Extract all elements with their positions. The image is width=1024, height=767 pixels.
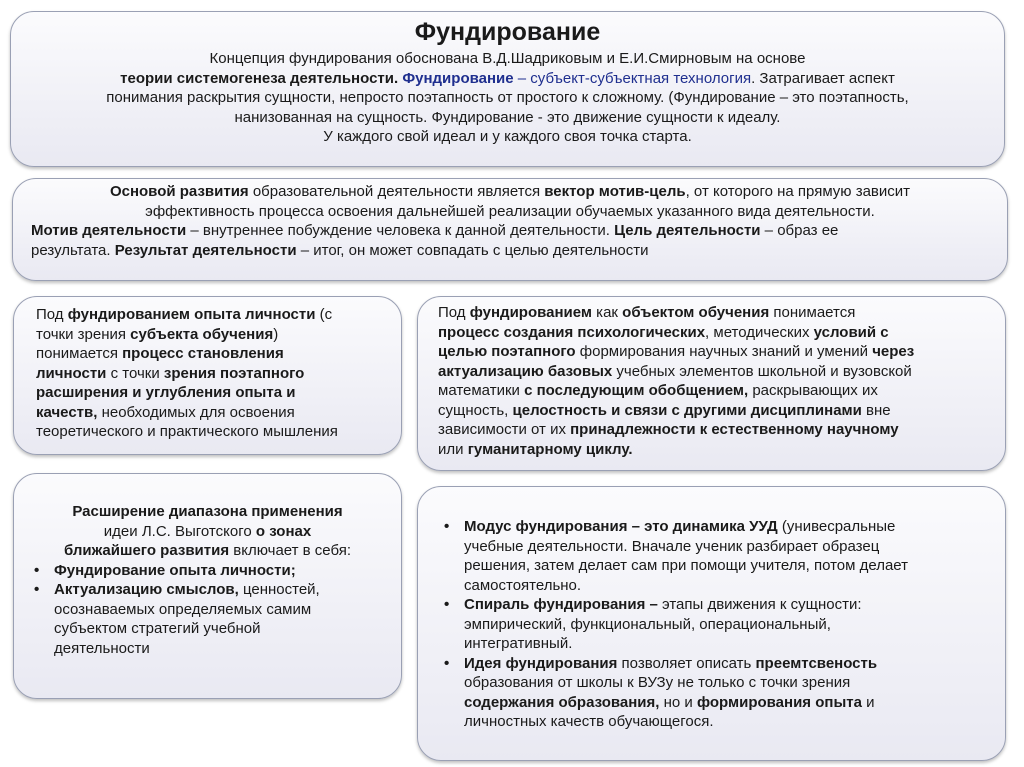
box2-text-5: результата. [31,241,115,259]
learning-object-text [438,303,989,459]
box4-text-11: зависимости от их [438,421,571,438]
box2-text-4: – образ ее [760,222,839,239]
box4-text-12: или [438,440,468,458]
box4-text-10: вне [861,401,891,419]
box6-item-3-bold-4: формирования опыта [696,693,862,711]
vygotsky-zone-box [13,473,402,699]
motive-goal-box [12,178,1008,281]
box4-text-3: понимается [769,304,856,321]
box5-item-1: Фундирование опыта личности; [54,561,296,579]
result-of-activity: Результат деятельности [114,241,297,259]
motive-goal-paragraph [31,182,989,221]
box6-item-3-bold-2: преемтсвеность [755,654,878,672]
list-item [436,654,987,732]
intro-line-3: понимания раскрытия сущности, непросто поэтапность от простого к сложному. (Фундирование – это поэтапность, [106,89,909,106]
box6-item-3-bold-1: Идея фундирования [464,654,618,672]
motive-goal-vector: вектор мотив-цель [544,183,686,200]
box6-item-3-bold-3: содержания образования, [464,693,660,711]
learning-object-box [417,296,1006,471]
vygotsky-heading [26,502,389,561]
box5-bold-1: Расширение диапазона применения [72,503,343,520]
box6-item-3-text-1: позволяет описать [617,654,756,672]
box3-bold-6: расширения и углубления опыта и [36,384,296,401]
intro-line-1: Концепция фундирования обоснована В.Д.Шадриковым и Е.И.Смирновым на основе [209,50,806,67]
box3-text-5: понимается [36,345,123,362]
box4-bold-10: принадлежности к естественному научному [570,421,899,438]
box4-bold-1: фундированием [469,304,593,321]
box4-text-4: , методических [705,323,814,341]
box3-text-1: Под [36,306,68,323]
box5-item-2-text-1: ценностей, [238,581,320,598]
intro-line-5: У каждого свой идеал и у каждого своя точка старта. [323,128,692,145]
intro-line-2-tail: . Затрагивает аспект [751,69,895,87]
subject-technology: – субъект-субъектная технология [517,69,752,87]
box6-item-3-text-2: образования от школы к ВУЗу не только с точки зрения [464,674,851,691]
box3-text-4: ) [273,325,279,343]
box2-text-2: , от которого на прямую зависит [685,183,911,200]
box4-text-7: математики [438,382,525,399]
box6-item-3-text-4: и [861,693,875,711]
box3-bold-7: качеств, [36,403,98,421]
box2-text-1: образовательной деятельности является [248,183,545,200]
vygotsky-list [26,561,389,659]
box4-text-5: формирования научных знаний и умений [575,343,873,360]
intro-box [10,11,1005,167]
box4-text-2: как [592,304,623,321]
box5-item-2-text-2: осознаваемых определяемых самим [54,600,312,618]
box5-item-2-text-3: субъектом стратегий учебной [54,620,261,637]
list-item [26,580,389,658]
box3-bold-4: личности [36,364,107,382]
list-item [26,561,389,581]
box4-bold-11: гуманитарному циклу. [467,440,633,458]
box6-item-2-text-3: интегративный. [464,635,573,652]
box4-text-9: сущность, [438,401,513,419]
box6-item-1-text-3: решения, затем делает сам при помощи учителя, потом делает [464,557,909,574]
box3-bold-3: процесс становления [122,345,284,362]
funding-modes-list [436,517,987,732]
box4-text-8: раскрывающих их [748,382,878,399]
motive-definition [31,221,989,260]
list-item [436,595,987,654]
box5-bold-2: о зонах [255,522,312,540]
systemogenesis-theory: теории системогенеза деятельности. [120,69,399,87]
motive-of-activity: Мотив деятельности [31,222,187,239]
intro-line-2 [35,69,980,89]
box3-bold-5: зрения поэтапного [163,364,305,382]
box3-bold-2: субъекта обучения [130,325,274,343]
funding-modes-box [417,486,1006,761]
funding-term: Фундирование [402,69,514,87]
box5-item-2-bold: Актуализацию смыслов, [54,581,239,598]
box4-bold-6: через [872,343,915,360]
box4-bold-9: целостность и связи с другими дисциплинами [512,401,862,419]
box6-item-3-text-3: но и [659,693,697,711]
box3-text-8: теоретического и практического мышления [36,423,338,440]
box5-text-2: включает в себя: [229,542,352,559]
box4-text-6: учебных элементов школьной и вузовской [612,362,912,380]
box6-item-1-text-2: учебные деятельности. Вначале ученик разбирает образец [464,537,880,555]
box6-item-3-text-5: личностных качеств обучающегося. [464,713,714,730]
box6-item-1-text-4: самостоятельно. [464,576,582,594]
development-basis: Основой развития [109,183,249,200]
box4-bold-4: условий с [813,323,889,341]
box4-bold-3: процесс создания психологических [438,323,706,341]
box2-text-3: – внутреннее побуждение человека к данной деятельности. [186,222,615,239]
box5-bold-3: ближайшего развития [63,542,230,559]
page-title: Фундирование [414,18,601,46]
box4-bold-5: целью поэтапного [438,343,576,360]
box3-text-7: необходимых для освоения [97,403,295,421]
box3-text-6: с точки [106,364,164,382]
box5-item-2-text-4: деятельности [54,639,150,657]
box4-text-1: Под [438,304,470,321]
box6-item-2-text-1: этапы движения к сущности: [657,596,862,613]
intro-line-4: нанизованная на сущность. Фундирование - это движение сущности к идеалу. [234,108,781,126]
list-item [436,517,987,595]
box2-text-6: – итог, он может совпадать с целью деятельности [296,241,649,259]
box6-item-1-bold: Модус фундирования – это динамика УУД [464,518,778,535]
box2-line-2: эффективность процесса освоения дальнейшей реализации обучаемых указанного вида деятельности. [145,202,875,220]
box4-bold-7: актуализацию базовых [438,362,613,380]
goal-of-activity: Цель деятельности [614,222,761,239]
box6-item-1-text-1: (унивесральные [777,518,896,535]
box4-bold-2: объектом обучения [622,304,770,321]
box5-text-1: идеи Л.С. Выготского [103,522,256,540]
personal-experience-text [36,305,389,442]
box6-item-2-text-2: эмпирический, функциональный, операциональный, [464,615,831,633]
box3-text-3: точки зрения [36,325,131,343]
box3-text-2: (с [315,306,333,323]
box3-bold-1: фундированием опыта личности [67,306,316,323]
box6-item-2-bold: Спираль фундирования – [464,596,658,613]
box4-bold-8: с последующим обобщением, [524,382,749,399]
personal-experience-box [13,296,402,455]
